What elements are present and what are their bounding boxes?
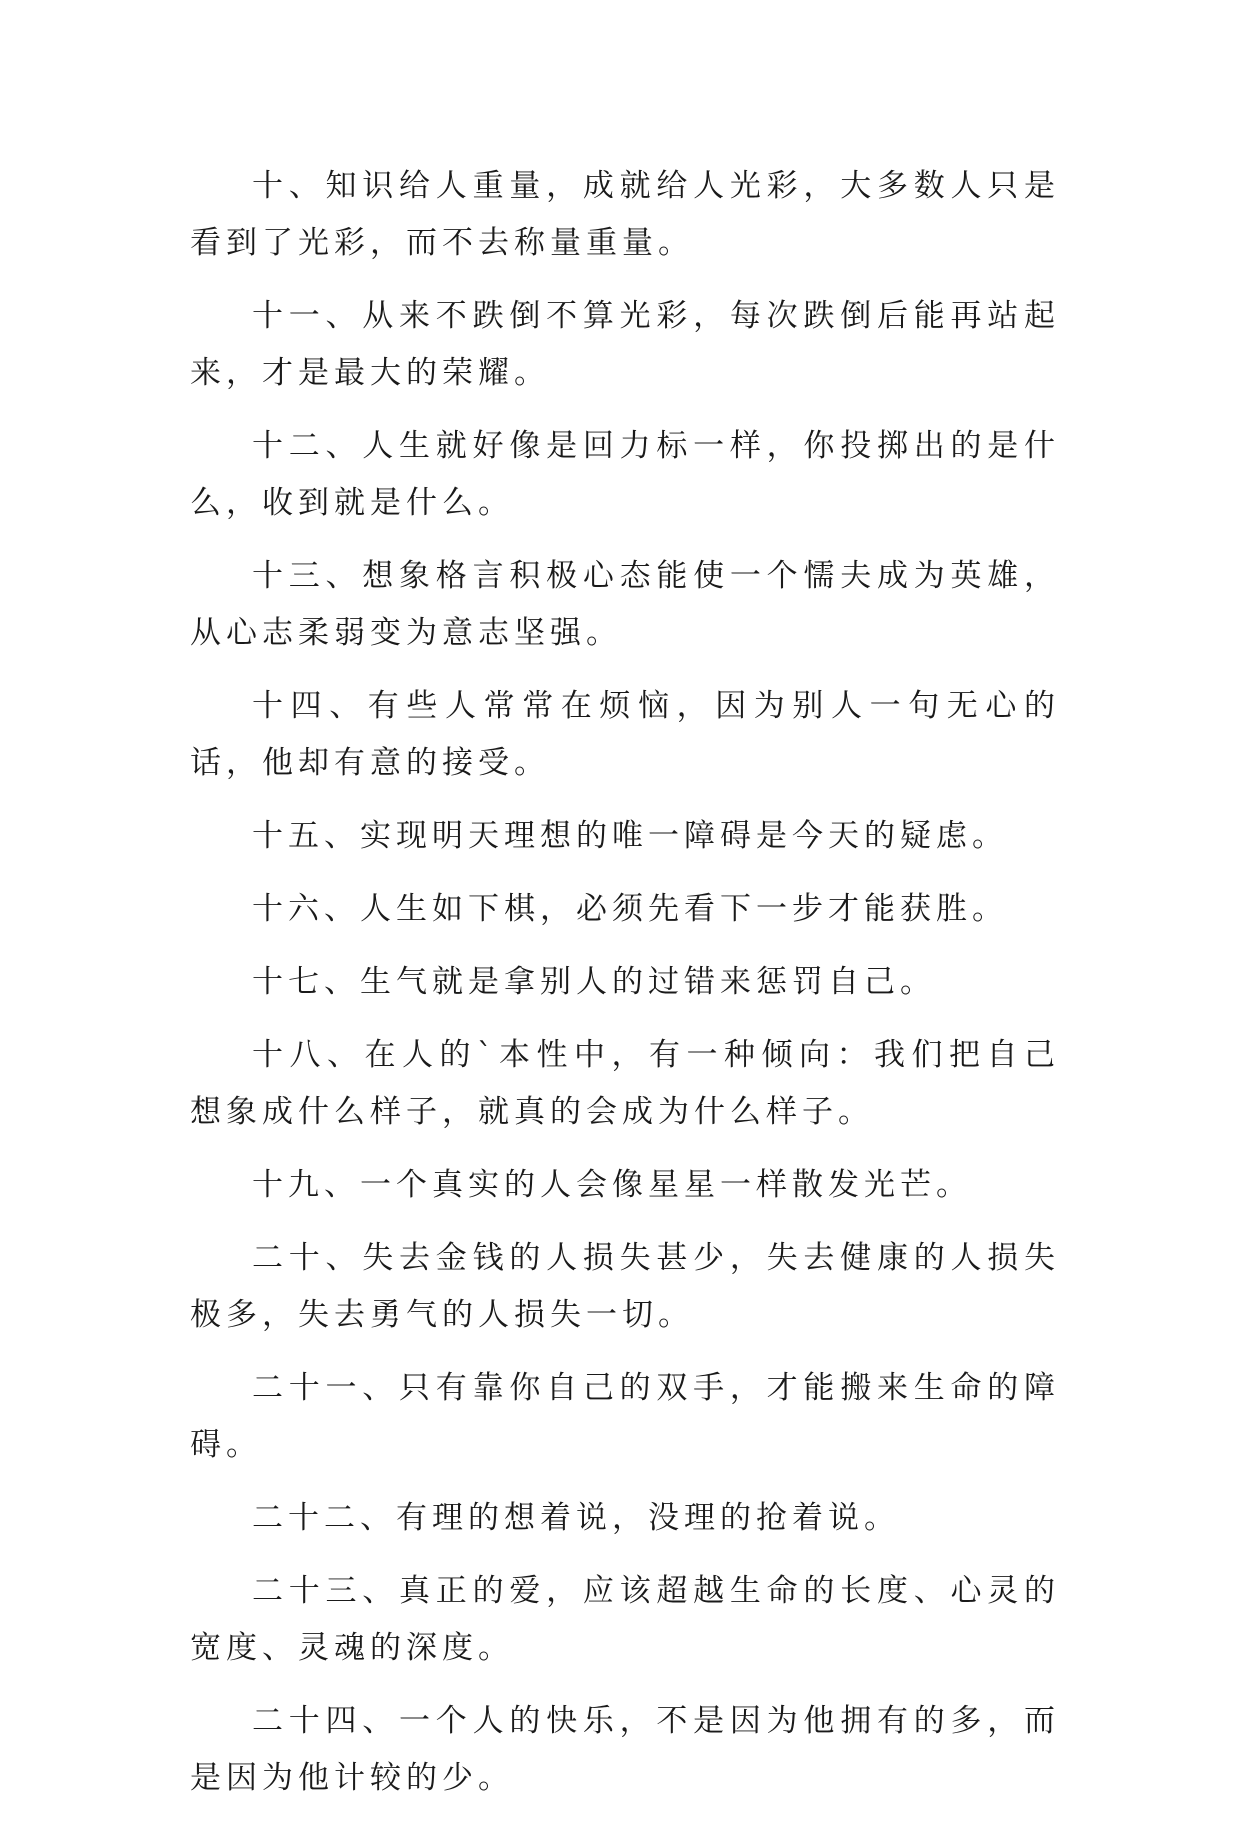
paragraph-20: 二十、失去金钱的人损失甚少，失去健康的人损失极多，失去勇气的人损失一切。 xyxy=(190,1240,1060,1333)
paragraph-17: 十七、生气就是拿别人的过错来惩罚自己。 xyxy=(252,964,936,1000)
paragraph-23: 二十三、真正的爱，应该超越生命的长度、心灵的宽度、灵魂的深度。 xyxy=(190,1573,1060,1666)
paragraph-14: 十四、有些人常常在烦恼，因为别人一句无心的话，他却有意的接受。 xyxy=(190,688,1060,781)
paragraph-10: 十、知识给人重量，成就给人光彩，大多数人只是看到了光彩，而不去称量重量。 xyxy=(190,168,1060,261)
paragraph-18: 十八、在人的`本性中，有一种倾向：我们把自己想象成什么样子，就真的会成为什么样子。 xyxy=(190,1037,1060,1130)
paragraph-11: 十一、从来不跌倒不算光彩，每次跌倒后能再站起来，才是最大的荣耀。 xyxy=(190,298,1060,391)
paragraph-15: 十五、实现明天理想的唯一障碍是今天的疑虑。 xyxy=(252,818,1008,854)
document-body xyxy=(190,158,1060,1823)
paragraph-21: 二十一、只有靠你自己的双手，才能搬来生命的障碍。 xyxy=(190,1370,1060,1463)
paragraph-19: 十九、一个真实的人会像星星一样散发光芒。 xyxy=(252,1167,972,1203)
paragraph-16: 十六、人生如下棋，必须先看下一步才能获胜。 xyxy=(252,891,1008,927)
paragraph-24: 二十四、一个人的快乐，不是因为他拥有的多，而是因为他计较的少。 xyxy=(190,1703,1060,1796)
paragraph-22: 二十二、有理的想着说，没理的抢着说。 xyxy=(252,1500,900,1536)
paragraph-13: 十三、想象格言积极心态能使一个懦夫成为英雄，从心志柔弱变为意志坚强。 xyxy=(190,558,1060,651)
paragraph-12: 十二、人生就好像是回力标一样，你投掷出的是什么，收到就是什么。 xyxy=(190,428,1060,521)
